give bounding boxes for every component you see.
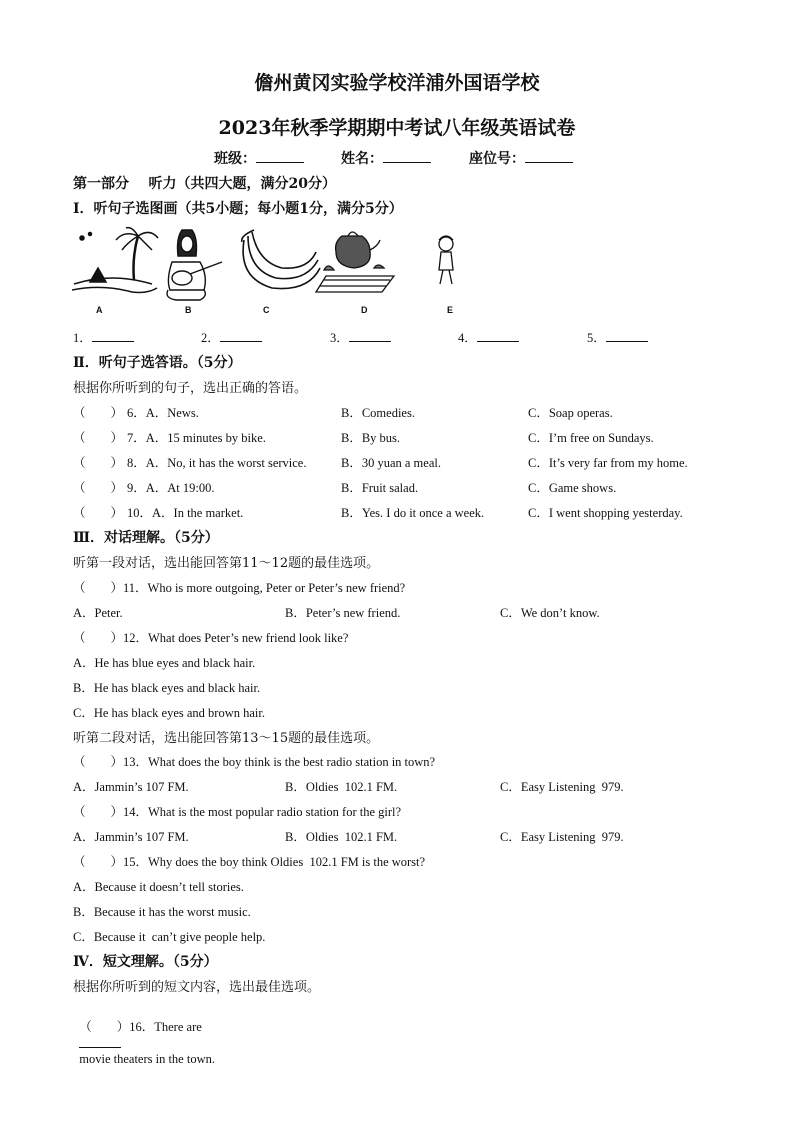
picture-e-girl (439, 236, 453, 284)
q10-option-b: B．Yes. I do it once a week. (341, 506, 485, 520)
q15-question: （ ）15．Why does the boy think Oldies 102.1 FM is the worst? (73, 855, 426, 869)
q10-paren[interactable]: （ ） (73, 506, 124, 520)
q8-option-a: 8．A．No, it has the worst service. (127, 456, 307, 470)
picture-label-d: D (361, 305, 368, 315)
q6-option-b: B．Comedies. (341, 406, 415, 420)
picture-strip (72, 222, 472, 322)
q13-option-b: B．Oldies 102.1 FM. (285, 780, 398, 794)
q12-option-a: A．He has blue eyes and black hair. (73, 656, 256, 670)
q11-option-a: A．Peter. (73, 606, 123, 620)
answer-2 (201, 328, 262, 346)
q6-paren[interactable]: （ ） (73, 406, 124, 420)
picture-b-guitar-player (167, 230, 222, 300)
q12-question: （ ）12．What does Peter’s new friend look like? (73, 631, 349, 645)
picture-c-bananas (242, 230, 320, 289)
q14-question: （ ）14．What is the most popular radio station for the girl? (73, 805, 402, 819)
section3-title: Ⅲ．对话理解。（5分） (73, 530, 219, 546)
pictures-svg (72, 222, 472, 322)
seat-blank[interactable] (525, 150, 573, 163)
q16-text-after: movie theaters in the town. (79, 1052, 215, 1066)
q8-option-b: B．30 yuan a meal. (341, 456, 441, 470)
section2-instruction: 根据你所听到的句子，选出正确的答语。 (73, 381, 308, 396)
answer-1-blank[interactable] (92, 329, 134, 342)
answer-5-label: 5． (587, 331, 606, 345)
q14-option-a: A．Jammin’s 107 FM. (73, 830, 189, 844)
section1-title: Ⅰ．听句子选图画（共5小题；每小题1分，满分5分） (73, 201, 403, 217)
q9-option-a: 9．A．At 19:00. (127, 481, 215, 495)
q13-option-a: A．Jammin’s 107 FM. (73, 780, 189, 794)
q10-option-c: C．I went shopping yesterday. (528, 506, 683, 520)
answer-3-blank[interactable] (349, 329, 391, 342)
class-blank[interactable] (256, 150, 304, 163)
q8-paren[interactable]: （ ） (73, 456, 124, 470)
q13-option-c: C．Easy Listening 979. (500, 780, 624, 794)
q13-question: （ ）13．What does the boy think is the best radio station in town? (73, 755, 436, 769)
q7-option-c: C．I’m free on Sundays. (528, 431, 654, 445)
q6-option-a: 6．A．News. (127, 406, 199, 420)
class-label: 班级： (214, 151, 256, 167)
part1-heading: 第一部分 听力（共四大题，满分20分） (73, 176, 336, 192)
q14-option-c: C．Easy Listening 979. (500, 830, 624, 844)
school-name: 儋州黄冈实验学校洋浦外国语学校 (254, 72, 540, 94)
name-field (341, 148, 431, 168)
q9-option-c: C．Game shows. (528, 481, 617, 495)
q16-blank[interactable] (79, 1035, 121, 1048)
q11-option-b: B．Peter’s new friend. (285, 606, 401, 620)
section3-instruction-2: 听第二段对话，选出能回答第13～15题的最佳选项。 (73, 731, 380, 746)
answer-4-label: 4． (458, 331, 477, 345)
q6-option-c: C．Soap operas. (528, 406, 613, 420)
seat-label: 座位号： (469, 151, 525, 167)
picture-label-a: A (96, 305, 103, 315)
q7-paren[interactable]: （ ） (73, 431, 124, 445)
q12-option-c: C．He has black eyes and brown hair. (73, 706, 265, 720)
section2-title: Ⅱ．听句子选答语。（5分） (73, 355, 242, 371)
section4-title: Ⅳ．短文理解。（5分） (73, 954, 218, 970)
picture-a-island (72, 228, 158, 293)
picture-label-c: C (263, 305, 270, 315)
name-blank[interactable] (383, 150, 431, 163)
picture-d-teapot (316, 232, 394, 292)
q16-question (73, 1002, 215, 1067)
answer-4-blank[interactable] (477, 329, 519, 342)
seat-field (469, 148, 573, 168)
q15-option-b: B．Because it has the worst music. (73, 905, 251, 919)
q9-paren[interactable]: （ ） (73, 481, 124, 495)
q7-option-b: B．By bus. (341, 431, 401, 445)
answer-1-label: 1． (73, 331, 92, 345)
answer-3 (330, 328, 391, 346)
q11-question: （ ）11．Who is more outgoing, Peter or Peter’s new friend? (73, 581, 406, 595)
answer-2-label: 2． (201, 331, 220, 345)
q15-option-a: A．Because it doesn’t tell stories. (73, 880, 244, 894)
q10-option-a: 10．A．In the market. (127, 506, 244, 520)
answer-3-label: 3． (330, 331, 349, 345)
q15-option-c: C．Because it can’t give people help. (73, 930, 266, 944)
q14-option-b: B．Oldies 102.1 FM. (285, 830, 398, 844)
q9-option-b: B．Fruit salad. (341, 481, 419, 495)
q8-option-c: C．It’s very far from my home. (528, 456, 688, 470)
q7-option-a: 7．A．15 minutes by bike. (127, 431, 266, 445)
section4-instruction: 根据你所听到的短文内容，选出最佳选项。 (73, 980, 321, 995)
q16-text-before: （ ）16．There are (79, 1020, 202, 1034)
answer-2-blank[interactable] (220, 329, 262, 342)
answer-4 (458, 328, 519, 346)
q12-option-b: B．He has black eyes and black hair. (73, 681, 261, 695)
picture-label-e: E (447, 305, 454, 315)
q11-option-c: C．We don’t know. (500, 606, 600, 620)
answer-1 (73, 328, 134, 346)
picture-label-b: B (185, 305, 192, 315)
class-field (214, 148, 304, 168)
answer-5-blank[interactable] (606, 329, 648, 342)
exam-title: 2023年秋季学期期中考试八年级英语试卷 (218, 117, 576, 139)
section3-instruction-1: 听第一段对话，选出能回答第11～12题的最佳选项。 (73, 556, 380, 571)
answer-5 (587, 328, 648, 346)
name-label: 姓名： (341, 151, 383, 167)
